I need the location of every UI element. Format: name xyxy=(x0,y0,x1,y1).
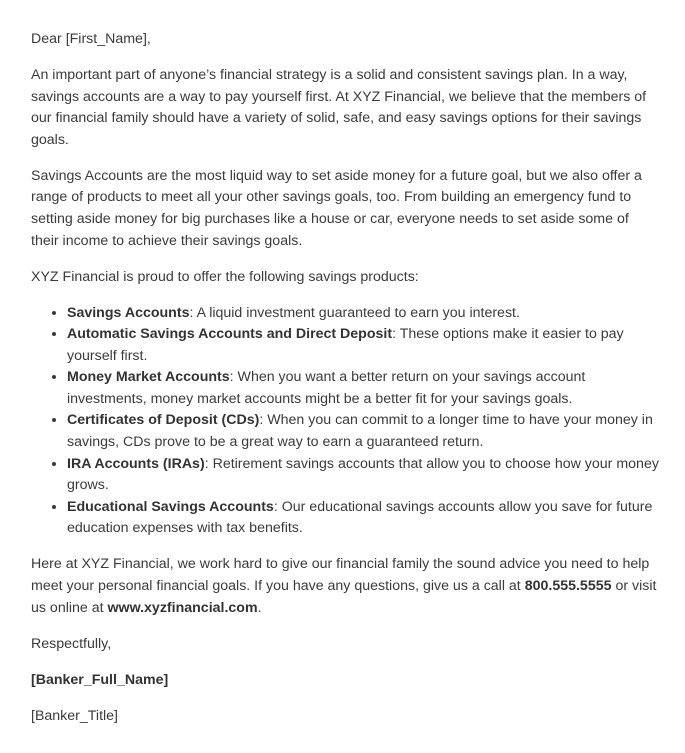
product-description: : When you can commit to a longer time to have your money in savings, CDs prove to be a great way to earn a guaranteed return. xyxy=(67,412,653,451)
signoff: Respectfully, xyxy=(31,635,112,652)
list-item xyxy=(67,324,659,367)
list-item xyxy=(67,303,659,325)
product-description: : When you want a better return on your savings account investments, money market accounts might be a better fit for your savings goals. xyxy=(67,369,586,407)
banker-title: [Banker_Title] xyxy=(31,707,119,724)
product-name: Automatic Savings Accounts and Direct Deposit xyxy=(67,326,393,343)
offer-paragraph: XYZ Financial is proud to offer the following savings products: xyxy=(31,268,419,285)
product-description: : Our educational savings accounts allow you save for future education expenses with tax benefits. xyxy=(67,498,653,537)
list-item xyxy=(67,454,659,497)
banker-name xyxy=(31,670,659,692)
closing-paragraph xyxy=(31,554,659,619)
savings-paragraph: Savings Accounts are the most liquid way to set aside money for a future goal, but we also offer a range of products to meet all your other savings goals, too. From building an emergency fund to setting aside money for big purchases like a house or car, everyone needs to set aside some of their income to achieve their savings goals. xyxy=(31,167,642,249)
product-name: Money Market Accounts xyxy=(67,369,230,386)
website-url: www.xyzfinancial.com xyxy=(107,599,258,616)
closing-text: or visit us online at xyxy=(31,578,657,616)
closing-text: Here at XYZ Financial, we work hard to give our financial family the sound advice you need to help meet your personal financial goals. If you have any questions, give us a call at xyxy=(31,556,650,595)
list-item xyxy=(67,410,659,453)
product-name: Educational Savings Accounts xyxy=(67,498,274,515)
product-name: Savings Accounts xyxy=(67,304,190,321)
salutation: Dear [First_Name], xyxy=(31,31,151,47)
product-name: IRA Accounts (IRAs) xyxy=(67,455,205,472)
letter-body xyxy=(31,29,659,742)
list-item xyxy=(67,367,659,410)
product-list xyxy=(31,303,659,541)
product-description: : A liquid investment guaranteed to earn you interest. xyxy=(189,304,520,321)
product-name: Certificates of Deposit (CDs) xyxy=(67,412,260,429)
intro-paragraph: An important part of anyone’s financial strategy is a solid and consistent savings plan. In a way, savings accounts are a way to pay yourself first. At XYZ Financial, we believe that the members of our financial family should have a variety of solid, safe, and easy savings options for their savings goals. xyxy=(31,66,647,148)
list-item xyxy=(67,497,659,540)
closing-text: . xyxy=(257,599,262,616)
product-description: : These options make it easier to pay yourself first. xyxy=(67,326,624,364)
product-description: : Retirement savings accounts that allow you to choose how your money grows. xyxy=(67,455,659,494)
phone-number: 800.555.5555 xyxy=(524,578,612,595)
banker-name-text: [Banker_Full_Name] xyxy=(31,671,169,688)
